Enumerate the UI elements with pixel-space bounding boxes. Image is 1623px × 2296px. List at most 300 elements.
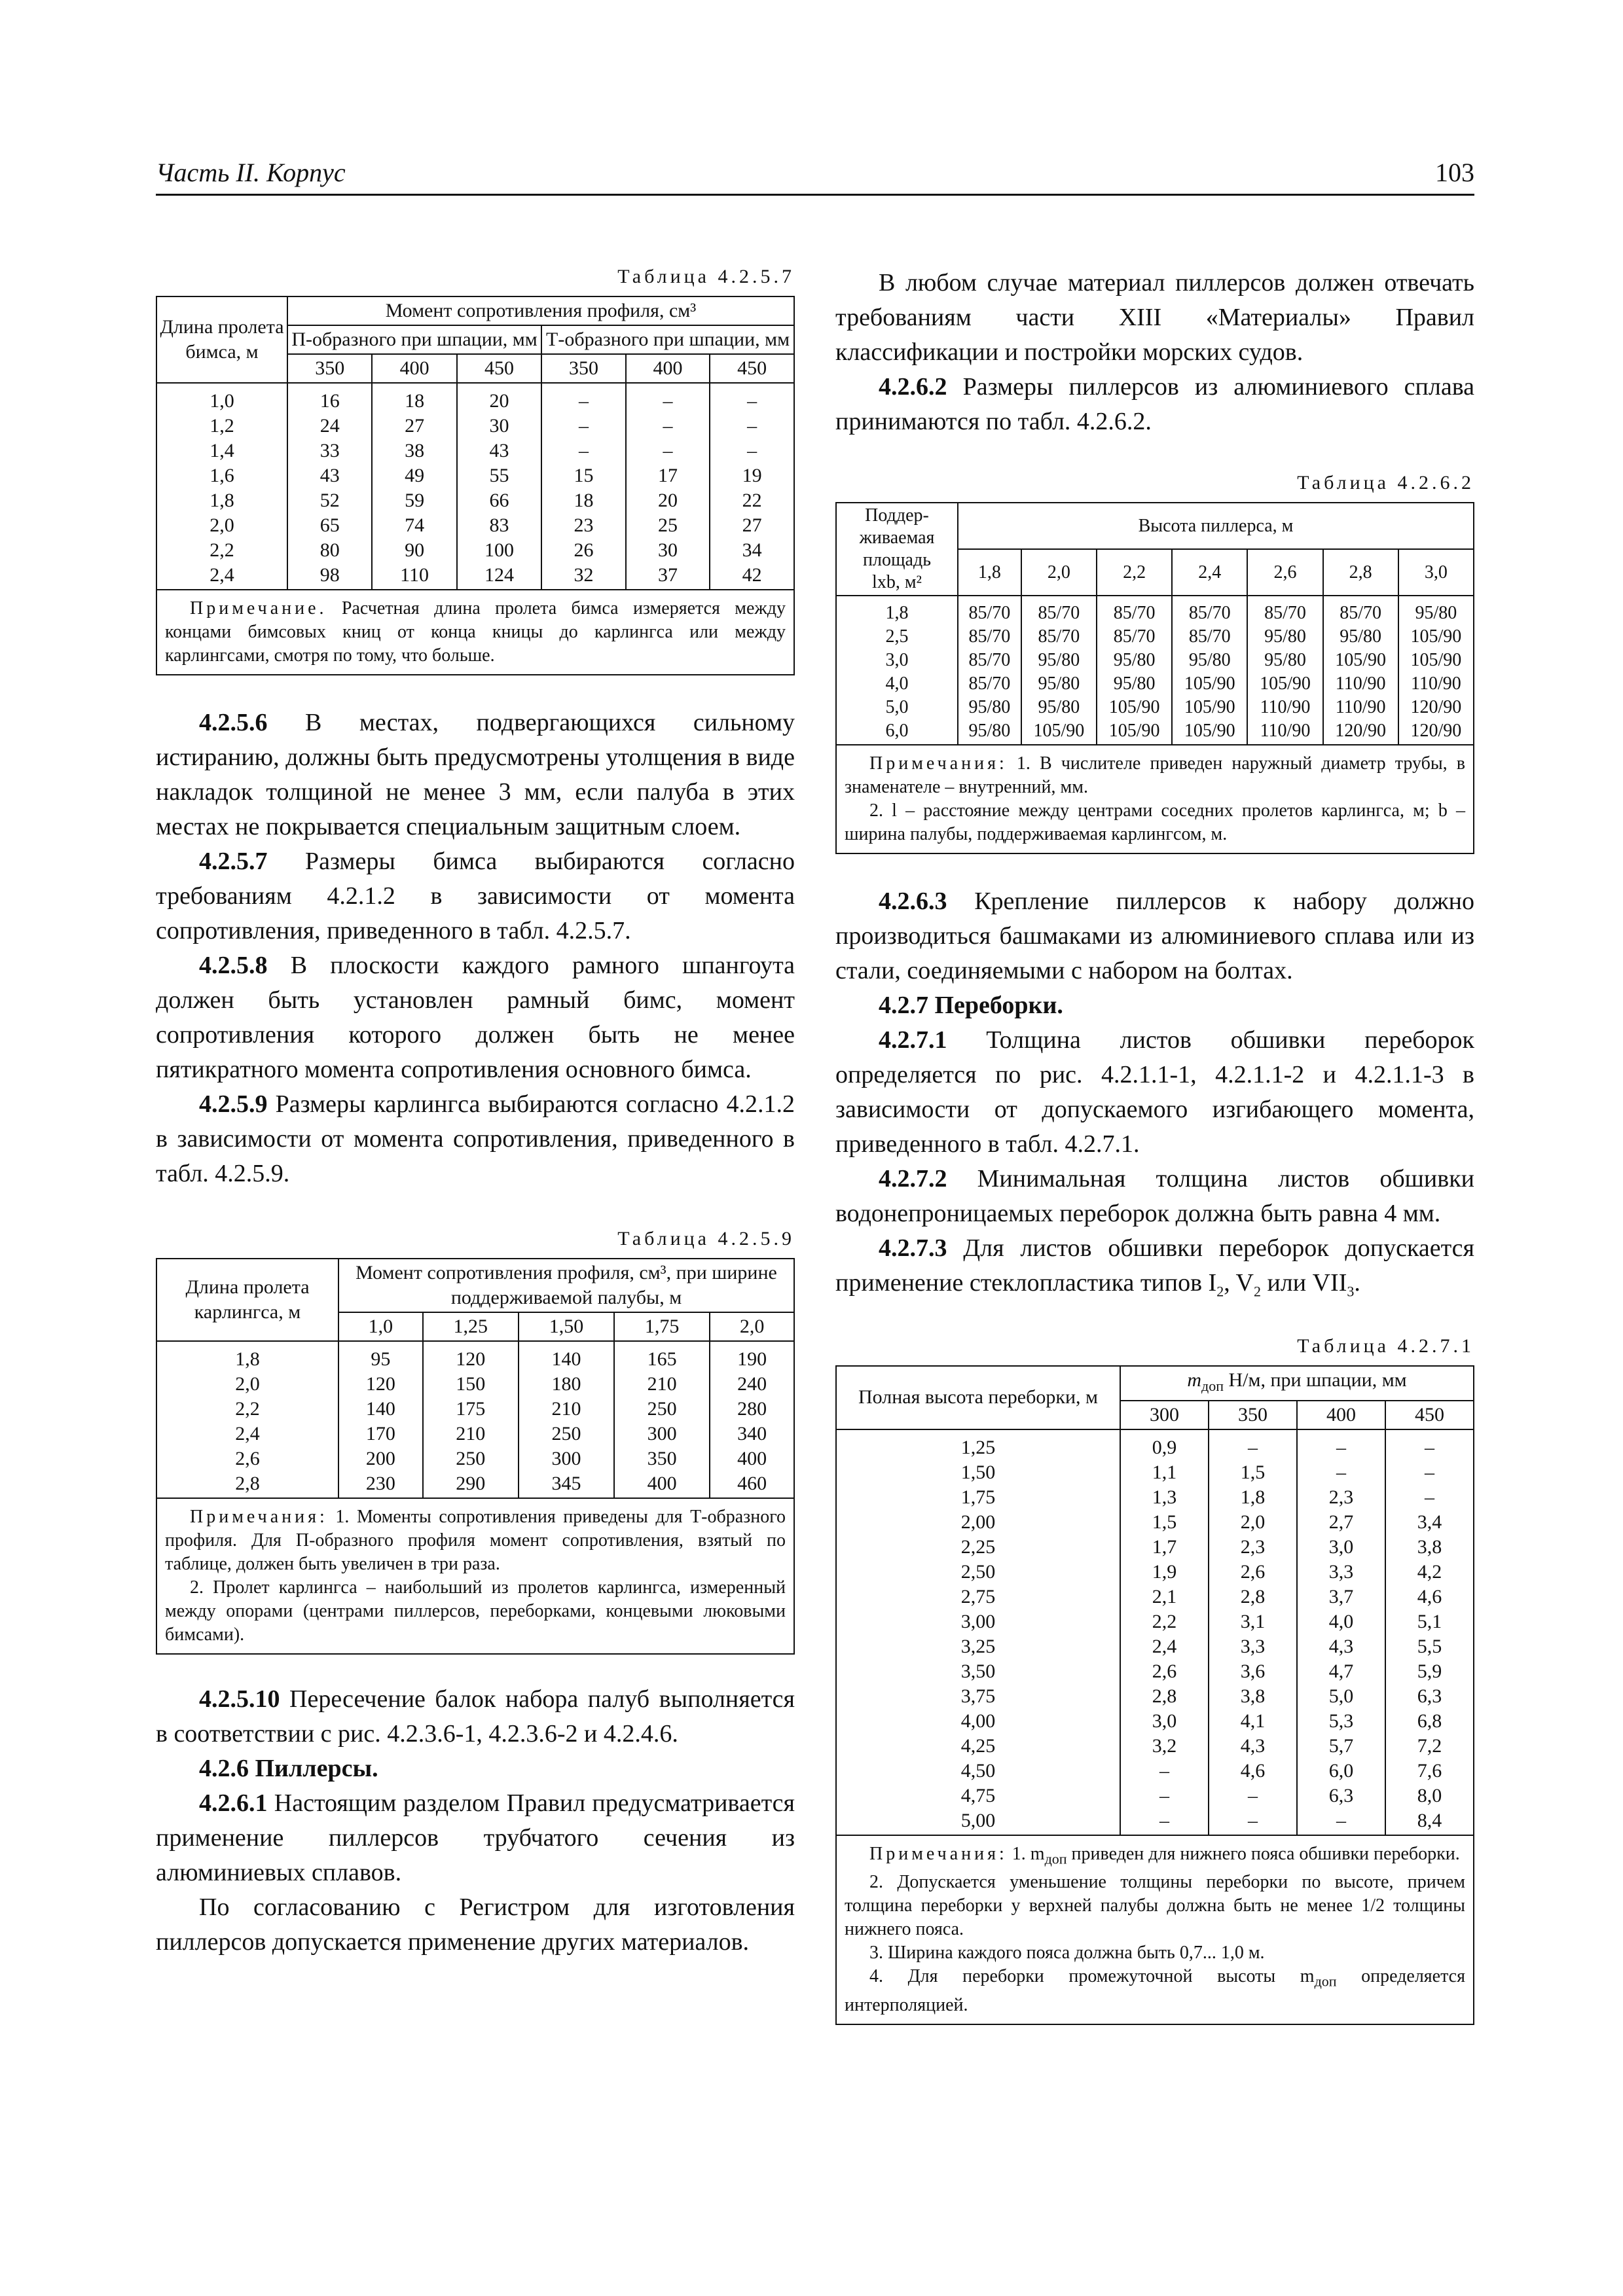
table-cell: 19 [742,465,762,486]
clause-text: Минимальная толщина листов обшивки водонепроницаемых переборок должна быть равна 4 мм. [835,1165,1474,1227]
header-cell: 350 [1209,1401,1297,1429]
table-cell: 85/70 [968,626,1011,647]
data-column [626,383,710,590]
table-cell: 3,0 [1152,1710,1177,1732]
table-caption: Таблица 4.2.6.2 [1297,472,1474,493]
table-cell: 140 [365,1398,395,1420]
note-text: приведен для нижнего пояса обшивки переборки. [1067,1843,1460,1864]
clause-text: , V [1224,1269,1254,1297]
table-cell: – [747,415,757,437]
table-cell: 4,6 [1240,1759,1266,1782]
table-cell: 2,00 [960,1511,996,1533]
table-cell: 110/90 [1335,673,1386,694]
table-cell: 4,3 [1240,1734,1266,1757]
table-cell: 105/90 [1033,721,1085,741]
table-cell: – [1159,1759,1169,1782]
table-note [156,590,794,675]
clause-text: Толщина листов обшивки переборок определяется по рис. 4.2.1.1-1, 4.2.1.1-2 и 4.2.1.1-3 в зависимости от допускаемого изгибающего момента, приведенного в табл. 4.2.7.1. [835,1026,1474,1158]
table-cell: 5,7 [1328,1734,1354,1757]
table-cell: 80 [319,539,340,561]
data-column [1172,596,1247,745]
table-cell: 98 [319,564,340,586]
table-cell: – [663,440,673,461]
table-cell: 4,00 [960,1710,996,1732]
table-note [836,745,1474,853]
table-cell: 3,8 [1417,1535,1442,1558]
table-4-2-5-9 [156,1258,795,1655]
table-cell: 2,8 [1152,1685,1177,1707]
table-cell: 85/70 [968,603,1011,623]
table-cell: 105/90 [1184,673,1235,694]
table-body [156,383,794,590]
table-cell: – [1424,1436,1434,1458]
clause-text: Крепление пиллерсов к набору должно производиться башмаками из алюминиевого сплава или из стали, соединяемыми с набором на болтах. [835,888,1474,984]
table-cell: 345 [551,1473,581,1494]
note-text: 4. Для переборки промежуточной высоты m [869,1966,1315,1987]
table-cell: – [1336,1436,1346,1458]
table-cell: 120 [365,1373,395,1395]
table-cell: 1,0 [210,390,234,412]
clause-number: 4.2.5.8 [199,952,268,979]
table-cell: 0,9 [1152,1436,1177,1458]
note-text: 1. В числителе приведен наружный диаметр трубы, в знаменателе – внутренний, мм. [845,753,1465,797]
table-cell: – [1247,1784,1258,1806]
clause-text: Размеры бимса выбираются согласно требованиям 4.2.1.2 в зависимости от момента сопротивления, приведенного в табл. 4.2.5.7. [156,848,795,944]
table-cell: 4,2 [1417,1560,1442,1583]
table-cell: 6,8 [1417,1710,1442,1732]
table-cell: 22 [742,490,762,511]
paragraph-4-2-6-2 [835,370,1474,439]
table-cell: 2,4 [210,564,234,586]
table-cell: 6,0 [1328,1759,1354,1782]
table-cell: 7,6 [1417,1759,1442,1782]
table-cell: 3,4 [1417,1511,1442,1533]
table-cell: 8,4 [1417,1809,1442,1831]
note-item: 2. Допускается уменьшение толщины переборки по высоте, причем толщина переборки у верхней палубы должна быть не менее 1/2 толщины нижнего пояса. [845,1872,1465,1940]
table-cell: 25 [658,514,678,536]
table-4-2-5-7 [156,296,795,675]
data-column [1247,596,1322,745]
table-cell: 90 [405,539,425,561]
table-cell: 85/70 [1038,603,1080,623]
table-cell: 2,4 [235,1423,260,1444]
table-cell: – [1247,1809,1258,1831]
table-cell: 175 [456,1398,486,1420]
subscript: 2 [1216,1283,1224,1300]
note-text: 1. m [1012,1843,1045,1864]
table-cell: 105/90 [1184,697,1235,717]
table-cell: 2,25 [960,1535,996,1558]
table-cell: 85/70 [968,673,1011,694]
data-column [457,383,541,590]
data-column [1097,596,1172,745]
table-cell: 2,75 [960,1585,996,1607]
table-cell: 210 [456,1423,486,1444]
table-cell: 1,25 [960,1436,996,1458]
table-cell: 32 [574,564,594,586]
table-cell: 52 [319,490,340,511]
data-column [156,383,287,590]
table-cell: 95/80 [968,697,1011,717]
table-cell: 100 [484,539,514,561]
table-cell: 105/90 [1108,697,1160,717]
clause-text: . [1354,1269,1360,1297]
table-cell: 34 [742,539,762,561]
table-cell: 460 [737,1473,767,1494]
table-cell: 3,25 [960,1635,996,1657]
table-cell: 3,00 [960,1610,996,1632]
subscript: доп [1044,1850,1067,1867]
table-cell: 95/80 [1340,626,1382,647]
clause-number: 4.2.6.2 [879,373,947,401]
clause-number: 4.2.5.6 [199,709,268,736]
clause-text: Размеры пиллерсов из алюминиевого сплава принимаются по табл. 4.2.6.2. [835,373,1475,435]
note-label: Примечания: [190,1507,328,1527]
note-label: Примечание. [190,598,327,619]
table-cell: 4,25 [960,1734,996,1757]
header-cell: 350 [287,354,372,383]
table-cell: 24 [319,415,340,437]
table-cell: 85/70 [1264,603,1306,623]
table-caption: Таблица 4.2.7.1 [1297,1335,1474,1357]
note-item [845,1842,1465,1871]
table-cell: 120/90 [1410,721,1462,741]
table-cell: 95/80 [1188,650,1231,670]
table-cell: 2,6 [235,1448,260,1469]
table-cell: 1,75 [960,1486,996,1508]
table-cell: 110/90 [1335,697,1386,717]
table-cell: 105/90 [1410,626,1462,647]
table-cell: 3,0 [885,650,909,670]
table-cell: 59 [405,490,425,511]
paragraph-4-2-5-10 [156,1682,795,1751]
clause-text: Пересечение балок набора палуб выполняется в соответствии с рис. 4.2.3.6-1, 4.2.3.6-2 и 4.2.4.6. [156,1685,795,1748]
table-cell: 85/70 [1113,626,1156,647]
running-title: Часть II. Корпус [156,158,346,187]
table-cell: 250 [551,1423,581,1444]
table-cell: 340 [737,1423,767,1444]
table-cell: 2,2 [1152,1610,1177,1632]
table-cell: 85/70 [1038,626,1080,647]
table-cell: 85/70 [1340,603,1382,623]
table-cell: 3,6 [1240,1660,1266,1682]
header-cell: 400 [626,354,710,383]
table-cell: 3,3 [1240,1635,1266,1657]
header-cell: 1,50 [519,1312,614,1341]
header-cell: 400 [1297,1401,1385,1429]
table-cell: 290 [456,1473,486,1494]
table-cell: 5,0 [885,697,909,717]
note-item: 2. Пролет карлингса – наибольший из пролетов карлингса, измеренный между опорами (центрами пиллерсов, переборками, концевыми люковыми бимсами). [165,1577,786,1645]
clause-number: 4.2.5.10 [199,1685,280,1713]
table-cell: 120 [456,1348,486,1370]
clause-number: 4.2.7.1 [879,1026,947,1054]
table-cell: 95/80 [1113,673,1156,694]
data-column [1398,596,1474,745]
data-column [836,1429,1120,1835]
table-cell: 3,1 [1240,1610,1266,1632]
header-cell: Длина пролета бимса, м [156,296,287,383]
table-cell: 95/80 [1415,603,1457,623]
table-cell: 18 [405,390,425,412]
table-cell: 16 [319,390,340,412]
table-cell: 1,8 [885,603,909,623]
table-cell: 400 [737,1448,767,1469]
table-cell: 120/90 [1410,697,1462,717]
table-cell: 1,5 [1152,1511,1177,1533]
table-cell: 5,1 [1417,1610,1442,1632]
table-cell: 4,6 [1417,1585,1442,1607]
paragraph-4-2-7-3 [835,1231,1474,1309]
page-header [156,154,1474,196]
data-column [287,383,372,590]
table-cell: 3,50 [960,1660,996,1682]
data-column [156,1341,338,1498]
data-column [1385,1429,1474,1835]
table-cell: 1,8 [210,490,234,511]
table-cell: 27 [742,514,762,536]
table-cell: 33 [319,440,340,461]
clause-text: Настоящим разделом Правил предусматривается применение пиллерсов трубчатого сечения из алюминиевых сплавов. [156,1789,795,1886]
table-cell: – [747,390,757,412]
header-cell: Высота пиллерса, м [958,503,1474,549]
table-body [836,596,1474,745]
header-cell [1120,1366,1474,1401]
table-cell: 95 [371,1348,391,1370]
data-column [372,383,456,590]
header-line: живаемая [859,528,935,548]
header-cell: 2,0 [1021,549,1097,596]
data-column [1323,596,1398,745]
table-cell: – [578,390,589,412]
note-item [165,1505,786,1576]
table-cell: 43 [319,465,340,486]
table-cell: 23 [574,514,594,536]
section-heading-4-2-7: 4.2.7 Переборки. [879,992,1063,1019]
paragraph-other-materials: По согласованию с Регистром для изготовления пиллерсов допускается применение других материалов. [156,1893,795,1956]
table-cell: 1,9 [1152,1560,1177,1583]
note-label: Примечания: [869,753,1008,774]
table-cell: – [578,440,589,461]
table-cell: 2,8 [235,1473,260,1494]
table-cell: 49 [405,465,425,486]
table-cell: 85/70 [1113,603,1156,623]
header-cell [836,503,958,596]
table-cell: 300 [647,1423,677,1444]
table-cell: 2,4 [1152,1635,1177,1657]
header-line: lxb, м² [872,572,922,592]
table-cell: 5,00 [960,1809,996,1831]
data-column [338,1341,423,1498]
header-cell: Длина пролета карлингса, м [156,1259,338,1341]
data-column [710,1341,794,1498]
header-cell: 2,0 [710,1312,794,1341]
table-cell: – [1336,1809,1346,1831]
table-cell: 1,7 [1152,1535,1177,1558]
header-cell: 1,75 [614,1312,710,1341]
note-item [845,752,1465,799]
table-cell: 95/80 [1264,626,1306,647]
header-cell: 3,0 [1398,549,1474,596]
clause-number: 4.2.7.3 [879,1234,947,1262]
table-4-2-6-2 [835,502,1474,854]
table-cell: 27 [405,415,425,437]
table-cell: – [1247,1436,1258,1458]
table-cell: 30 [658,539,678,561]
table-cell: 105/90 [1108,721,1160,741]
note-item [845,1965,1465,2017]
table-cell: 85/70 [1188,626,1231,647]
table-cell: 42 [742,564,762,586]
page-number: 103 [1435,158,1474,187]
table-cell: 85/70 [968,650,1011,670]
header-cell: 300 [1120,1401,1209,1429]
table-cell: 4,1 [1240,1710,1266,1732]
table-cell: 3,2 [1152,1734,1177,1757]
table-cell: 3,3 [1328,1560,1354,1583]
table-cell: – [1159,1784,1169,1806]
table-cell: 4,0 [1328,1610,1354,1632]
table-cell: 1,50 [960,1461,996,1483]
table-cell: 3,8 [1240,1685,1266,1707]
data-column [541,383,626,590]
table-cell: 190 [737,1348,767,1370]
header-cell: 1,8 [958,549,1021,596]
table-cell: 105/90 [1410,650,1462,670]
table-cell: 4,75 [960,1784,996,1806]
table-cell: – [1159,1809,1169,1831]
subscript: доп [1201,1377,1224,1394]
paragraph-4-2-7-2 [835,1162,1474,1231]
table-cell: 43 [489,440,509,461]
clause-number: 4.2.5.7 [199,848,268,875]
table-cell: 1,8 [1240,1486,1266,1508]
table-cell: 300 [551,1448,581,1469]
table-cell: 1,3 [1152,1486,1177,1508]
table-4-2-7-1 [835,1365,1474,2025]
header-cell: 2,2 [1097,549,1172,596]
paragraph-4-2-6-3 [835,884,1474,988]
table-cell: 55 [489,465,509,486]
table-cell: 180 [551,1373,581,1395]
subscript: 2 [1253,1283,1261,1300]
header-cell: 450 [1385,1401,1474,1429]
table-cell: – [1424,1461,1434,1483]
table-cell: 1,6 [210,465,234,486]
data-column [836,596,958,745]
table-cell: 95/80 [1038,697,1080,717]
header-cell: 450 [457,354,541,383]
table-cell: 1,8 [235,1348,260,1370]
table-cell: 2,6 [1240,1560,1266,1583]
table-caption: Таблица 4.2.5.7 [617,266,795,287]
table-cell: 26 [574,539,594,561]
header-cell: 2,4 [1172,549,1247,596]
table-cell: 210 [551,1398,581,1420]
table-cell: 2,0 [210,514,234,536]
table-cell: 2,8 [1240,1585,1266,1607]
data-column [423,1341,519,1498]
table-cell: 200 [365,1448,395,1469]
table-cell: – [747,440,757,461]
data-column [519,1341,614,1498]
header-cell: 1,25 [423,1312,519,1341]
header-line: площадь [863,550,931,570]
table-cell: 1,2 [210,415,234,437]
table-cell: 2,0 [235,1373,260,1395]
table-cell: 2,2 [210,539,234,561]
table-cell: 110 [400,564,429,586]
table-cell: – [578,415,589,437]
table-cell: – [1424,1486,1434,1508]
table-cell: 6,0 [885,721,909,741]
table-cell: 170 [365,1423,395,1444]
table-cell: 8,0 [1417,1784,1442,1806]
clause-number: 4.2.5.9 [199,1090,268,1118]
table-cell: 2,3 [1328,1486,1354,1508]
table-cell: 3,75 [960,1685,996,1707]
header-cell: 2,8 [1323,549,1398,596]
clause-number: 4.2.6.3 [879,888,947,915]
table-cell: 3,7 [1328,1585,1354,1607]
table-cell: 4,3 [1328,1635,1354,1657]
table-cell: 280 [737,1398,767,1420]
header-text: Н/м, при шпации, мм [1223,1369,1407,1391]
table-cell: 2,3 [1240,1535,1266,1558]
note-text: определяется интерполяцией. [845,1966,1465,2015]
subscript: доп [1314,1973,1337,1990]
table-cell: 2,1 [1152,1585,1177,1607]
clause-text: или VII [1260,1269,1347,1297]
data-column [1297,1429,1385,1835]
symbol: m [1187,1369,1201,1391]
header-cell: 450 [710,354,794,383]
table-cell: 20 [489,390,509,412]
table-body [156,1341,794,1498]
table-cell: 4,50 [960,1759,996,1782]
table-cell: 15 [574,465,594,486]
table-cell: 105/90 [1335,650,1387,670]
table-cell: 5,9 [1417,1660,1442,1682]
header-cell: 350 [541,354,626,383]
paragraph-4-2-5-6 [156,706,795,844]
paragraph-4-2-5-7 [156,844,795,948]
data-column [1021,596,1097,745]
table-cell: 38 [405,440,425,461]
header-cell: Момент сопротивления профиля, см³ [287,296,794,325]
header-cell: 2,6 [1247,549,1322,596]
note-text: 1. Моменты сопротивления приведены для Т-образного профиля. Для П-образного профиля момент сопротивления, взятый по таблице, должен быть увеличен в три раза. [165,1507,786,1574]
table-cell: 2,0 [1240,1511,1266,1533]
table-cell: 5,3 [1328,1710,1354,1732]
header-cell: Т-образного при шпации, мм [541,325,794,354]
clause-number: 4.2.6.1 [199,1789,268,1817]
table-cell: 20 [658,490,678,511]
table-cell: 30 [489,415,509,437]
note-item: 2. l – расстояние между центрами соседних пролетов карлингса, м; b – ширина палубы, поддерживаемая карлингсом, м. [845,800,1465,844]
table-note [156,1498,794,1654]
table-cell: 140 [551,1348,581,1370]
table-cell: 210 [647,1373,677,1395]
note-item: 3. Ширина каждого пояса должна быть 0,7... 1,0 м. [869,1943,1265,1964]
paragraph-4-2-6-1 [156,1786,795,1890]
table-cell: 6,3 [1417,1685,1442,1707]
table-cell: 250 [456,1448,486,1469]
clause-text: Для листов обшивки переборок допускается применение стеклопластика типов I [835,1234,1474,1297]
table-cell: 95/80 [968,721,1011,741]
table-cell: 124 [484,564,514,586]
table-cell: 400 [647,1473,677,1494]
